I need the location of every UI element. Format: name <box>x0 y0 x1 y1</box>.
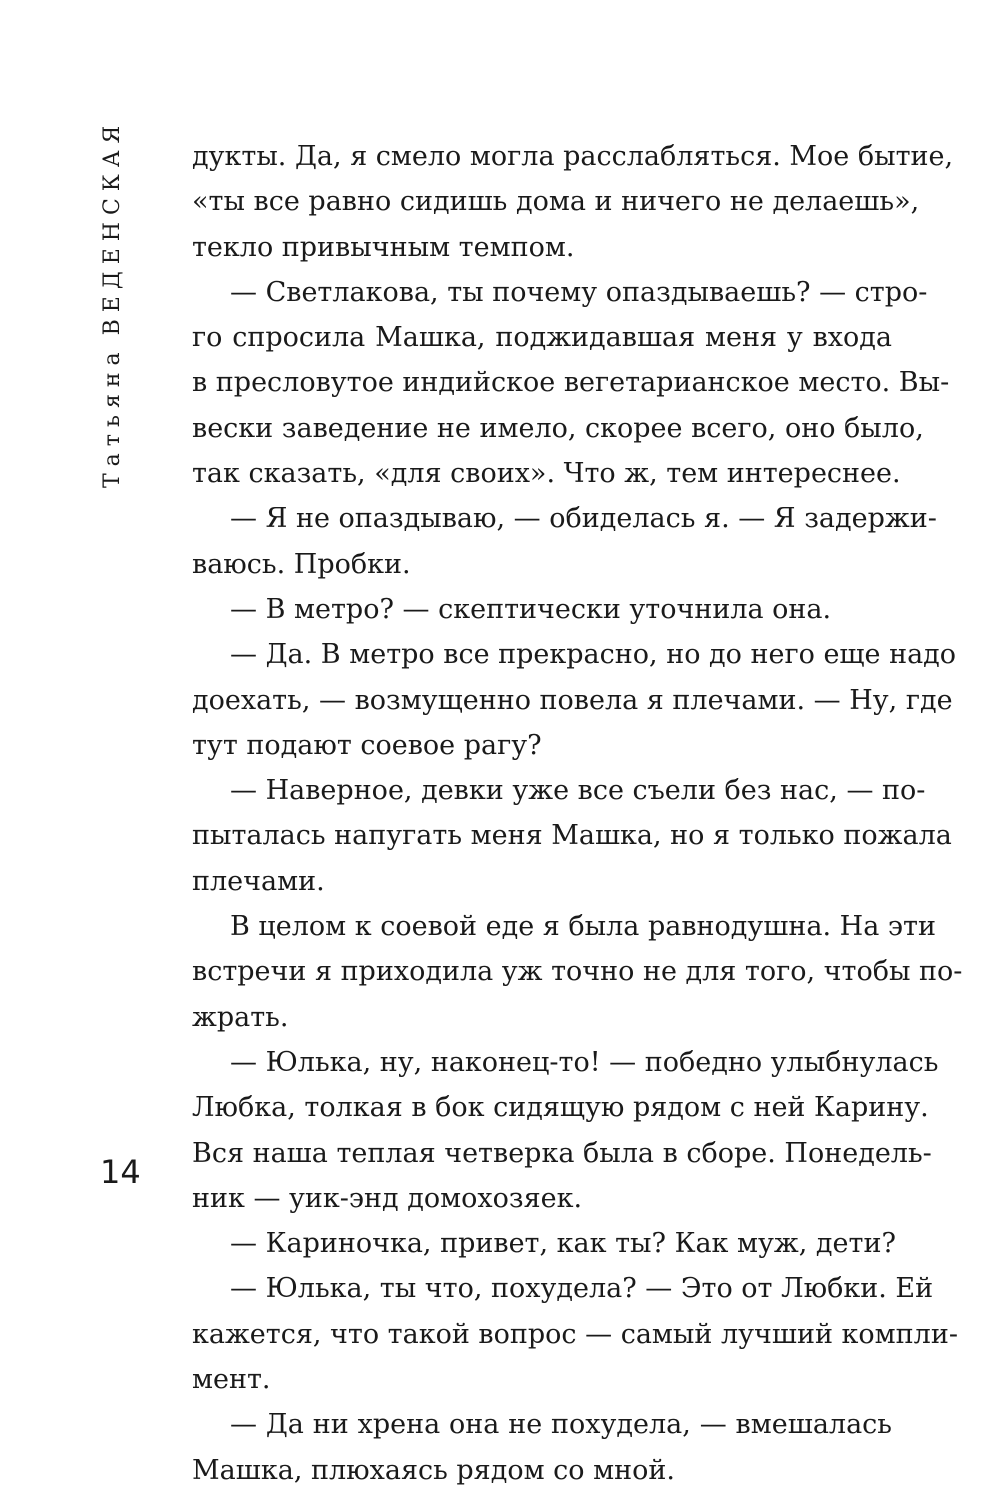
text-line: — Да. В метро все прекрасно, но до него еще надо <box>230 639 957 671</box>
text-line: — Да ни хрена она не похудела, — вмешалась <box>230 1409 892 1441</box>
text-line: доехать, — возмущенно повела я плечами. — Ну, где <box>192 684 953 716</box>
text-line: го спросила Машка, поджидавшая меня у входа <box>192 322 892 354</box>
text-line: ник — уик-энд домохозяек. <box>192 1182 583 1214</box>
text-line: — Я не опаздываю, — обиделась я. — Я задержи- <box>230 503 937 535</box>
text-line: — Юлька, ты что, похудела? — Это от Любки. Ей <box>230 1273 934 1305</box>
running-head <box>98 119 128 488</box>
text-line: дукты. Да, я смело могла расслабляться. Мое бытие, <box>192 141 954 172</box>
text-line: «ты все равно сидишь дома и ничего не делаешь», <box>192 186 920 218</box>
text-line: пыталась напугать меня Машка, но я только пожала <box>192 820 952 852</box>
text-line: Любка, толкая в бок сидящую рядом с ней Карину. <box>192 1092 929 1124</box>
text-line: встречи я приходила уж точно не для того, чтобы по- <box>192 956 963 988</box>
author-last-name: ВЕДЕНСКАЯ <box>100 118 125 336</box>
text-line: вески заведение не имело, скорее всего, оно было, <box>192 412 924 444</box>
author-first-name: Татьяна <box>100 345 125 488</box>
body-text <box>192 134 963 1493</box>
text-line: кажется, что такой вопрос — самый лучший компли- <box>192 1318 958 1350</box>
text-line: — В метро? — скептически уточнила она. <box>230 593 832 625</box>
text-line: — Светлакова, ты почему опаздываешь? — стро- <box>230 276 928 308</box>
text-line: мент. <box>192 1364 271 1396</box>
text-line: — Кариночка, привет, как ты? Как муж, дети? <box>230 1228 896 1260</box>
text-line: — Юлька, ну, наконец-то! — победно улыбнулась <box>230 1046 939 1078</box>
text-line: — Наверное, девки уже все съели без нас, — по- <box>230 775 926 807</box>
text-line: так сказать, «для своих». Что ж, тем интереснее. <box>192 458 901 490</box>
text-line: Вся наша теплая четверка была в сборе. Понедель- <box>192 1137 932 1169</box>
text-line: тут подают соевое рагу? <box>192 729 542 761</box>
text-line: текло привычным темпом. <box>192 231 575 263</box>
text-line: Машка, плюхаясь рядом со мной. <box>192 1454 675 1486</box>
text-line: в пресловутое индийское вегетарианское место. Вы- <box>192 367 950 399</box>
text-line: плечами. <box>192 865 325 897</box>
page-number: 14 <box>100 1153 141 1191</box>
text-line: жрать. <box>192 1001 289 1033</box>
text-line: В целом к соевой еде я была равнодушна. На эти <box>230 911 936 943</box>
text-line: ваюсь. Пробки. <box>192 548 411 580</box>
